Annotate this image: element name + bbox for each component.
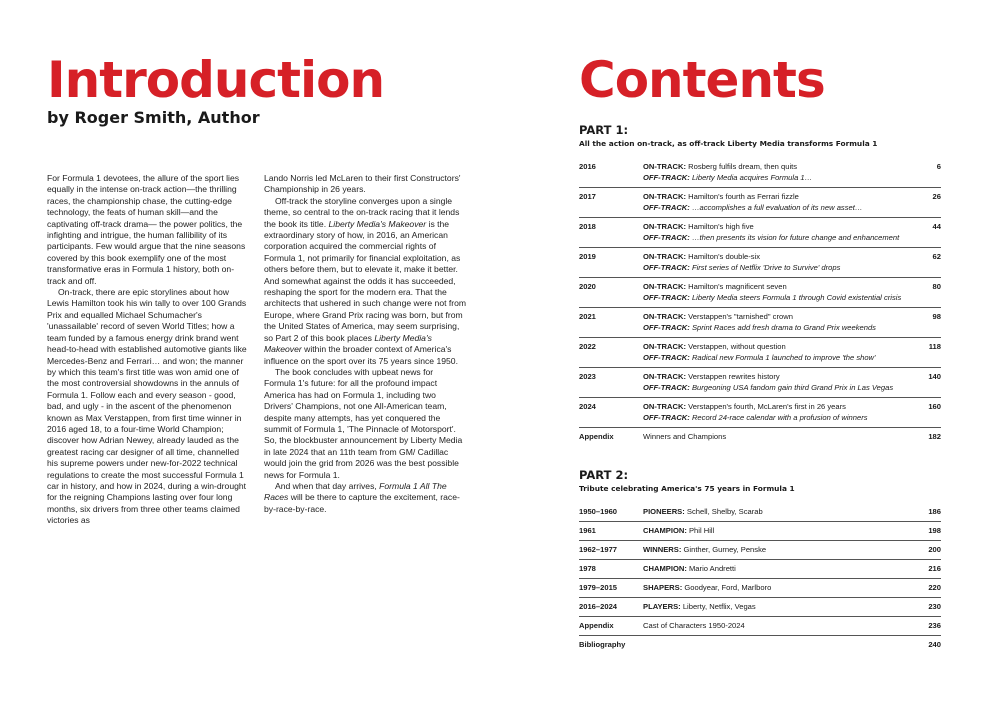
toc-row	[579, 635, 941, 654]
toc-entry	[643, 639, 911, 650]
off-track-line	[643, 292, 911, 303]
off-track-label: OFF-TRACK:	[643, 413, 690, 422]
on-track-line	[643, 221, 911, 232]
part2-toc	[579, 503, 941, 654]
text-column-1	[47, 173, 250, 527]
contents-page	[579, 51, 941, 654]
toc-entry	[643, 601, 911, 612]
toc-page-number: 118	[928, 342, 941, 351]
off-track-line	[643, 382, 911, 393]
author-byline: by Roger Smith, Author	[47, 108, 260, 127]
toc-year: 2018	[579, 222, 596, 231]
toc-entry-label: PIONEERS:	[643, 507, 685, 516]
on-track-label: ON-TRACK:	[643, 312, 687, 321]
toc-page-number: 236	[928, 621, 941, 630]
toc-year: 1962–1977	[579, 545, 618, 554]
toc-entry-text: Goodyear, Ford, Marlboro	[682, 583, 772, 592]
toc-row	[579, 521, 941, 540]
off-track-text: Burgeoning USA fandom gain third Grand Prix in Las Vegas	[689, 383, 894, 392]
off-track-line	[643, 412, 911, 423]
off-track-label: OFF-TRACK:	[643, 173, 690, 182]
off-track-text: Liberty Media steers Formula 1 through Covid existential crisis	[689, 293, 902, 302]
toc-entry	[643, 563, 911, 574]
on-track-text: Verstappen rewrites history	[686, 372, 780, 381]
on-track-line	[643, 191, 911, 202]
on-track-text: Rosberg fulfils dream, then quits	[686, 162, 798, 171]
on-track-line	[643, 371, 911, 382]
off-track-text: …accomplishes a full evaluation of its new asset…	[689, 203, 863, 212]
toc-entry	[643, 431, 911, 442]
toc-entry	[643, 506, 911, 517]
toc-row	[579, 247, 941, 277]
toc-row	[579, 616, 941, 635]
toc-entry	[643, 251, 911, 273]
toc-entry-text: Cast of Characters 1950-2024	[643, 621, 745, 630]
toc-entry	[643, 620, 911, 631]
toc-entry-text: Phil Hill	[686, 526, 715, 535]
on-track-line	[643, 401, 911, 412]
on-track-label: ON-TRACK:	[643, 402, 687, 411]
toc-page-number: 230	[928, 602, 941, 611]
paragraph: Lando Norris led McLaren to their first Constructors' Championship in 26 years.	[264, 173, 461, 195]
part1-toc	[579, 158, 941, 446]
toc-year: 2019	[579, 252, 596, 261]
toc-year: 2024	[579, 402, 596, 411]
toc-year: Appendix	[579, 432, 614, 441]
toc-row	[579, 277, 941, 307]
on-track-label: ON-TRACK:	[643, 372, 687, 381]
off-track-text: First series of Netflix 'Drive to Survive' drops	[689, 263, 841, 272]
toc-page-number: 182	[928, 432, 941, 441]
toc-year: 2017	[579, 192, 596, 201]
paragraph-text: within the broader context of America's influence on the sport over its 75 years since 1950.	[264, 344, 458, 366]
off-track-text: …then presents its vision for future change and enhancement	[689, 233, 900, 242]
toc-year: Bibliography	[579, 640, 626, 649]
toc-entry-label: SHAPERS:	[643, 583, 683, 592]
off-track-label: OFF-TRACK:	[643, 323, 690, 332]
on-track-text: Hamilton's double-six	[686, 252, 761, 261]
on-track-text: Hamilton's magnificent seven	[686, 282, 787, 291]
introduction-header	[47, 51, 467, 127]
on-track-label: ON-TRACK:	[643, 342, 687, 351]
toc-entry-text: Schell, Shelby, Scarab	[684, 507, 763, 516]
toc-row	[579, 427, 941, 446]
on-track-label: ON-TRACK:	[643, 222, 687, 231]
book-title-italic: Formula 1 All The Races	[264, 480, 447, 503]
toc-row	[579, 597, 941, 616]
toc-row	[579, 578, 941, 597]
on-track-label: ON-TRACK:	[643, 162, 687, 171]
toc-entry	[643, 371, 911, 393]
toc-entry-text: Liberty, Netflix, Vegas	[680, 602, 756, 611]
toc-entry	[643, 191, 911, 213]
off-track-label: OFF-TRACK:	[643, 263, 690, 272]
off-track-text: Record 24-race calendar with a profusion of winners	[689, 413, 868, 422]
toc-year: 2021	[579, 312, 596, 321]
toc-entry	[643, 544, 911, 555]
toc-entry	[643, 341, 911, 363]
off-track-label: OFF-TRACK:	[643, 353, 690, 362]
toc-entry	[643, 311, 911, 333]
book-title-italic: Liberty Media's Makeover	[328, 218, 427, 229]
toc-row	[579, 540, 941, 559]
toc-year: 1961	[579, 526, 596, 535]
part2-subtitle: Tribute celebrating America's 75 years in Formula 1	[579, 484, 795, 493]
part2-heading: PART 2:	[579, 468, 629, 482]
off-track-line	[643, 322, 911, 333]
toc-page-number: 44	[932, 222, 941, 231]
on-track-text: Verstappen, without question	[686, 342, 786, 351]
toc-row	[579, 307, 941, 337]
toc-entry-text: Mario Andretti	[686, 564, 736, 573]
off-track-line	[643, 352, 911, 363]
toc-entry	[643, 525, 911, 536]
toc-year: 2023	[579, 372, 596, 381]
toc-entry-label: PLAYERS:	[643, 602, 681, 611]
paragraph: On-track, there are epic storylines about how Lewis Hamilton took his win tally to over 100 Grands Prix and equalled Michael Schumacher's 'unassailable' record of seven World Titles; how a team funded by a famous energy drink brand went head-to-head with established automotive giants like Mercedes-Benz and Ferrari… and won; the manner by which this team's first title was won amid one of the most controversial showdowns in the annuls of Formula 1. Follow each and every season - good, bad, and ugly - in the ascent of the phenomenon known as Max Verstappen, from first time winner in 2016 aged 18, to a four-time World Champion; discover how Adrian Newey, already lauded as the greatest racing car designer of all time, channelled his supreme powers under new-for-2022 technical regulations to create the most successful Formula 1 car in history, and how in 2024, during a win-drought for the reigning Champions lasting over four long months, six drivers from three other teams claimed victories as	[47, 287, 247, 526]
part1-subtitle: All the action on-track, as off-track Liberty Media transforms Formula 1	[579, 139, 878, 148]
toc-row	[579, 217, 941, 247]
paragraph-text: Off-track the storyline converges upon a single theme, so central to the on-track racing that it lends the book its title.	[264, 195, 460, 229]
on-track-text: Winners and Champions	[643, 432, 727, 441]
on-track-text: Verstappen's fourth, McLaren's first in 26 years	[686, 402, 846, 411]
paragraph-text: will be there to capture the excitement, race-by-race-by-race.	[264, 492, 460, 514]
toc-page-number: 98	[932, 312, 941, 321]
toc-year: 2022	[579, 342, 596, 351]
paragraph: The book concludes with upbeat news for Formula 1's future: for all the profound impact America has had on Formula 1, including two Drivers' Champions, not one All-American team, despite many attempts, has yet conquered the summit of Formula 1, 'The Pinnacle of Motorsport'. So, the blockbuster announcement by Liberty Media in late 2024 that an 11th team from GM/ Cadillac would join the grid from 2026 was the best possible news for Formula 1.	[264, 366, 463, 480]
toc-page-number: 200	[928, 545, 941, 554]
toc-entry	[643, 161, 911, 183]
toc-entry	[643, 281, 911, 303]
toc-page-number: 26	[932, 192, 941, 201]
toc-row	[579, 187, 941, 217]
toc-page-number: 198	[928, 526, 941, 535]
toc-page-number: 62	[932, 252, 941, 261]
toc-row	[579, 559, 941, 578]
toc-year: 1979–2015	[579, 583, 618, 592]
book-title-italic: Liberty Media's Makeover	[264, 332, 432, 355]
toc-row	[579, 337, 941, 367]
toc-row	[579, 503, 941, 521]
toc-entry-label: CHAMPION:	[643, 564, 687, 573]
introduction-body	[47, 173, 467, 527]
off-track-text: Radical new Formula 1 launched to improve 'the show'	[689, 353, 876, 362]
on-track-line	[643, 431, 911, 442]
paragraph-text: And when that day arrives,	[275, 480, 380, 491]
off-track-label: OFF-TRACK:	[643, 233, 690, 242]
toc-entry	[643, 582, 911, 593]
paragraph	[264, 196, 467, 367]
off-track-label: OFF-TRACK:	[643, 293, 690, 302]
toc-entry-text: Ginther, Gurney, Penske	[681, 545, 767, 554]
on-track-text: Verstappen's "tarnished" crown	[686, 312, 793, 321]
toc-entry-label: WINNERS:	[643, 545, 682, 554]
on-track-line	[643, 281, 911, 292]
toc-page-number: 220	[928, 583, 941, 592]
on-track-text: Hamilton's high five	[686, 222, 754, 231]
toc-page-number: 240	[928, 640, 941, 649]
toc-year: 2020	[579, 282, 596, 291]
part1-heading: PART 1:	[579, 123, 629, 137]
on-track-line	[643, 341, 911, 352]
paragraph	[264, 481, 467, 515]
toc-page-number: 140	[928, 372, 941, 381]
toc-page-number: 6	[936, 162, 941, 171]
toc-page-number: 160	[928, 402, 941, 411]
toc-row	[579, 158, 941, 187]
on-track-line	[643, 311, 911, 322]
toc-page-number: 80	[932, 282, 941, 291]
contents-title: Contents	[579, 51, 825, 109]
off-track-label: OFF-TRACK:	[643, 383, 690, 392]
toc-entry	[643, 401, 911, 423]
off-track-text: Liberty Media acquires Formula 1…	[689, 173, 813, 182]
on-track-line	[643, 251, 911, 262]
toc-page-number: 216	[928, 564, 941, 573]
toc-year: Appendix	[579, 621, 614, 630]
toc-entry	[643, 221, 911, 243]
on-track-text: Hamilton's fourth as Ferrari fizzle	[686, 192, 799, 201]
off-track-line	[643, 202, 911, 213]
toc-year: 2016	[579, 162, 596, 171]
text-column-2	[264, 173, 467, 527]
off-track-text: Sprint Races add fresh drama to Grand Prix weekends	[689, 323, 876, 332]
toc-year: 2016–2024	[579, 602, 618, 611]
paragraph-text: is the extraordinary story of how, in 2016, an American corporation acquired the commercial rights of Formula 1, not primarily for financial exploitation, as others before them, but to elevate it, make it better. And somewhat against the odds it has succeeded, reshaping the sport for the modern era. That the architects that ushered in such change were not from Europe, where Grand Prix racing was born, but from the United States of America, may seem surprising, so Part 2 of this book places	[264, 218, 467, 343]
off-track-label: OFF-TRACK:	[643, 203, 690, 212]
toc-row	[579, 367, 941, 397]
toc-year: 1950–1960	[579, 507, 618, 516]
on-track-label: ON-TRACK:	[643, 192, 687, 201]
toc-row	[579, 397, 941, 427]
introduction-title: Introduction	[47, 51, 385, 109]
toc-year: 1978	[579, 564, 596, 573]
off-track-line	[643, 232, 911, 243]
off-track-line	[643, 172, 911, 183]
on-track-label: ON-TRACK:	[643, 252, 687, 261]
off-track-line	[643, 262, 911, 273]
paragraph: For Formula 1 devotees, the allure of the sport lies equally in the intense on-track action—the thrilling races, the championship chase, the cutting-edge technology, the feats of human skill—and the captivating off-track drama— the power politics, the infighting and intrigue, the human fallibility of its participants. Few would argue that the nine seasons covered by this book exemplify one of the most transformative eras in Formula 1 history, both on-track and off.	[47, 173, 246, 286]
toc-entry-label: CHAMPION:	[643, 526, 687, 535]
toc-page-number: 186	[928, 507, 941, 516]
on-track-line	[643, 161, 911, 172]
on-track-label: ON-TRACK:	[643, 282, 687, 291]
